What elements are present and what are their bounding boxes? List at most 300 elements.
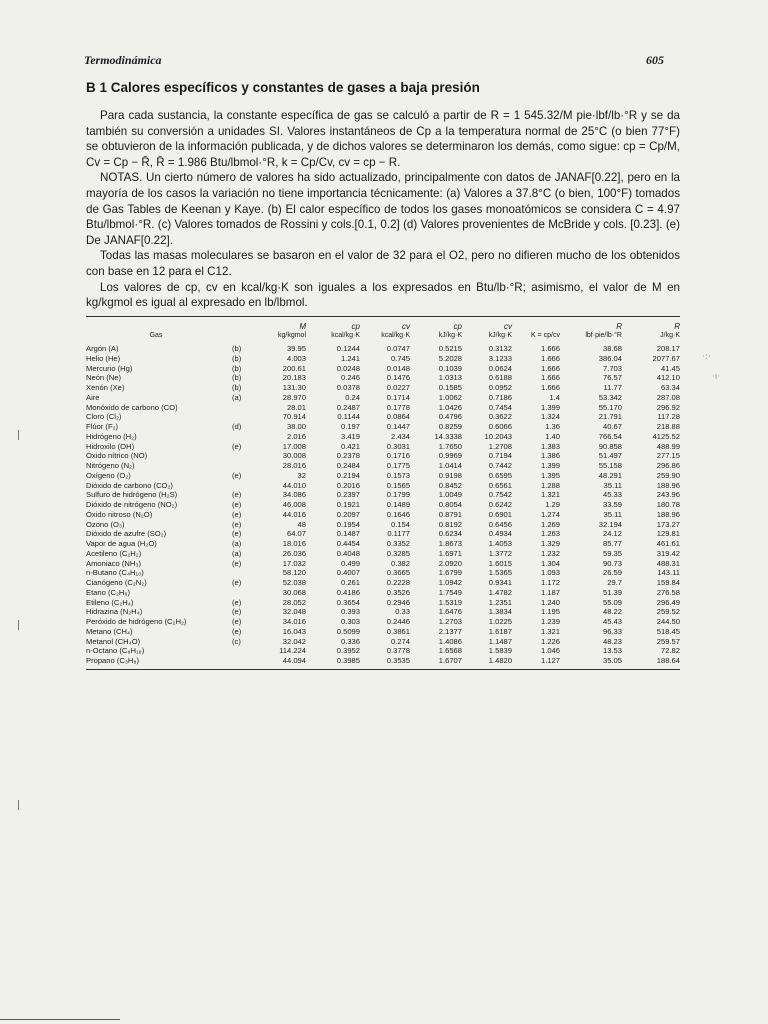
table-row — [86, 568, 680, 578]
intro-text — [86, 108, 680, 311]
table-row — [86, 481, 680, 491]
value-cell: 0.1039 — [438, 363, 462, 373]
note-cell — [226, 432, 252, 442]
value-cell: 143.11 — [657, 568, 680, 578]
value-cell: 0.3352 — [386, 539, 410, 548]
value-cell: 0.6456 — [488, 519, 512, 529]
value-cell: 0.4048 — [336, 548, 360, 558]
note-cell: (a) — [232, 392, 242, 402]
value-cell: 13.53 — [602, 646, 622, 656]
value-cell: 1.324 — [540, 412, 560, 422]
value-cell: 21.791 — [598, 412, 622, 422]
table-row — [86, 588, 680, 598]
value-cell: 0.2228 — [386, 578, 410, 587]
value-cell: 0.2484 — [336, 461, 360, 470]
value-cell: 0.0952 — [488, 383, 512, 392]
value-cell: 35.11 — [603, 480, 622, 490]
value-cell: 131.30 — [282, 383, 306, 392]
column-header-unit: K = cp/cv — [531, 332, 560, 339]
note-cell: (e) — [232, 529, 242, 539]
table-bottom-rule — [86, 669, 680, 670]
value-cell: 1.0414 — [438, 461, 462, 470]
note-cell: (b) — [232, 353, 242, 363]
value-cell: 1.3772 — [488, 548, 512, 558]
value-cell: 0.197 — [340, 422, 360, 431]
value-cell: 35.11 — [603, 509, 622, 519]
running-title: Termodinámica — [84, 53, 162, 67]
value-cell: 0.393 — [340, 607, 360, 617]
gas-name-cell: Hidroxilo (OH) — [86, 441, 135, 451]
value-cell: 1.399 — [540, 402, 560, 412]
value-cell: 1.187 — [540, 587, 560, 597]
value-cell: 52.038 — [282, 578, 306, 587]
gas-name-cell: Óxido nitroso (N₂O) — [86, 509, 153, 519]
column-header-unit: kJ/kg·K — [488, 332, 512, 339]
value-cell: 0.382 — [390, 558, 410, 568]
value-cell: 1.666 — [540, 344, 560, 353]
value-cell: 4125.52 — [652, 431, 680, 441]
gas-name-cell: Monóxido de carbono (CO) — [86, 402, 178, 412]
value-cell: 0.261 — [340, 578, 360, 587]
value-cell: 1.172 — [540, 578, 560, 587]
gas-name-cell: n-Octano (C₈H₁₈) — [86, 646, 145, 656]
value-cell: 26.036 — [282, 548, 306, 558]
column-header — [512, 320, 560, 344]
value-cell: 7.703 — [602, 363, 622, 373]
value-cell: 1.304 — [540, 558, 560, 568]
value-cell: 3.1233 — [488, 353, 512, 363]
value-cell: 76.57 — [602, 373, 622, 383]
value-cell: 2077.67 — [652, 353, 680, 363]
value-cell: 1.383 — [540, 441, 560, 451]
gas-name-cell: Ozono (O₃) — [86, 519, 125, 529]
table-row — [86, 471, 680, 481]
value-cell: 30.068 — [282, 587, 306, 597]
value-cell: 1.5365 — [488, 568, 512, 578]
table-top-rule — [86, 316, 680, 317]
margin-tick — [18, 620, 19, 630]
value-cell: 0.8452 — [438, 480, 462, 490]
value-cell: 0.1177 — [387, 529, 410, 539]
paragraph-constants: Para cada sustancia, la constante específica de gas se calculó a partir de R = 1 545.32/M pie·lbf/lb·°R y se da también su conversión a unidades SI. Valores instantáneos de Cp a la temperatura normal de 25°C (o bien 77°F) se obtuvieron de la información publicada, y de dichos valores se determinaron los demás, como sigue: cp = Cp/M, Cv = Cp − R̄, R̄ = 1.986 Btu/lbmol·°R, k = Cp/Cv, cv = cp − R. — [86, 109, 680, 169]
table-body — [86, 344, 680, 666]
value-cell: 48.291 — [598, 470, 622, 480]
value-cell: 386.04 — [598, 353, 622, 363]
value-cell: 1.3834 — [488, 607, 512, 617]
value-cell: 0.0864 — [386, 412, 410, 422]
note-cell — [226, 461, 252, 471]
value-cell: 0.3622 — [488, 412, 512, 422]
value-cell: 0.2446 — [386, 617, 410, 626]
gas-name-cell: Hidrógeno (H₂) — [86, 431, 137, 441]
value-cell: 0.3952 — [336, 646, 360, 656]
value-cell: 0.1573 — [386, 470, 410, 480]
value-cell: 0.3665 — [386, 568, 410, 578]
gas-name-cell: Cianógeno (C₂N₂) — [86, 578, 147, 587]
value-cell: 0.3861 — [386, 626, 410, 636]
column-header — [252, 320, 306, 344]
value-cell: 96.33 — [602, 626, 622, 636]
margin-tick — [18, 430, 19, 440]
column-header — [410, 320, 462, 344]
column-header-unit: kg/kgmol — [277, 332, 306, 339]
value-cell: 0.274 — [390, 636, 410, 646]
value-cell: 17.008 — [282, 441, 306, 451]
value-cell: 45.33 — [602, 490, 622, 500]
value-cell: 0.0227 — [386, 383, 410, 392]
value-cell: 1.8673 — [438, 539, 462, 548]
note-cell: (b) — [232, 363, 242, 373]
value-cell: 1.666 — [540, 383, 560, 392]
note-cell: (e) — [232, 626, 242, 636]
column-header — [306, 320, 360, 344]
note-cell: (a) — [232, 539, 242, 548]
value-cell: 1.321 — [540, 626, 560, 636]
value-cell: 0.1585 — [438, 383, 462, 392]
value-cell: 488.99 — [656, 441, 680, 451]
value-cell: 0.7542 — [488, 490, 512, 500]
column-header-symbol: M — [299, 322, 306, 331]
value-cell: 0.1954 — [336, 519, 360, 529]
value-cell: 0.0624 — [488, 363, 512, 373]
value-cell: 0.1565 — [386, 480, 410, 490]
value-cell: 0.4186 — [336, 587, 360, 597]
column-header-unit: J/kg·K — [660, 332, 680, 339]
value-cell: 200.61 — [282, 363, 306, 373]
value-cell: 0.6242 — [488, 500, 512, 509]
value-cell: 0.1921 — [336, 500, 360, 509]
value-cell: 0.3132 — [488, 344, 512, 353]
value-cell: 518.45 — [656, 626, 680, 636]
column-header-symbol: cv — [504, 322, 512, 331]
margin-mark: ·ı· — [712, 372, 721, 382]
value-cell: 63.34 — [660, 383, 680, 392]
value-cell: 766.54 — [598, 431, 622, 441]
gas-name-cell: Óxido nítrico (NO) — [86, 451, 148, 461]
value-cell: 0.9198 — [438, 470, 462, 480]
paragraph-units: Los valores de cp, cv en kcal/kg·K son iguales a los expresados en Btu/lb·°R; asimismo, el valor de M en kg/kgmol es igual al expresado en lb/lbmol. — [86, 280, 680, 310]
value-cell: 1.0225 — [488, 617, 512, 626]
value-cell: 0.499 — [340, 558, 360, 568]
note-cell: (e) — [232, 500, 242, 509]
value-cell: 1.288 — [540, 480, 560, 490]
value-cell: 32.048 — [282, 607, 306, 617]
value-cell: 0.1716 — [386, 451, 410, 461]
note-cell: (e) — [232, 558, 242, 568]
value-cell: 296.86 — [656, 461, 680, 470]
gas-name-cell: Amoniaco (NH₃) — [86, 558, 141, 568]
value-cell: 53.342 — [598, 392, 622, 402]
gas-name-cell: Nitrógeno (N₂) — [86, 461, 135, 470]
value-cell: 55.158 — [598, 461, 622, 470]
gas-name-cell: Argón (A) — [86, 344, 119, 353]
value-cell: 48.22 — [602, 607, 622, 617]
value-cell: 0.4934 — [488, 529, 512, 539]
column-header-symbol: R — [616, 322, 622, 331]
value-cell: 0.1144 — [337, 412, 360, 422]
value-cell: 0.9969 — [438, 451, 462, 461]
paragraph-molecular-masses: Todas las masas moleculares se basaron en el valor de 32 para el O2, pero no difieren mucho de los obtenidos con base en 12 para el C12. — [86, 249, 680, 278]
value-cell: 0.1799 — [386, 490, 410, 500]
value-cell: 1.4053 — [488, 539, 512, 548]
value-cell: 1.386 — [540, 451, 560, 461]
value-cell: 1.7549 — [438, 587, 462, 597]
value-cell: 1.6799 — [438, 568, 462, 578]
column-header — [462, 320, 512, 344]
value-cell: 129.81 — [656, 529, 680, 539]
value-cell: 1.36 — [545, 422, 560, 431]
value-cell: 1.40 — [545, 431, 560, 441]
value-cell: 461.61 — [656, 539, 680, 548]
value-cell: 10.2043 — [484, 431, 512, 441]
value-cell: 1.666 — [540, 373, 560, 383]
value-cell: 1.269 — [540, 519, 560, 529]
note-cell — [226, 412, 252, 422]
note-cell: (b) — [232, 383, 242, 392]
value-cell: 2.1377 — [438, 626, 462, 636]
value-cell: 0.0248 — [336, 363, 360, 373]
value-cell: 173.27 — [656, 519, 680, 529]
value-cell: 412.10 — [656, 373, 680, 383]
column-header-unit: kJ/kg·K — [438, 332, 462, 339]
value-cell: 85.77 — [602, 539, 622, 548]
value-cell: 1.0062 — [438, 392, 462, 402]
value-cell: 0.5099 — [336, 626, 360, 636]
value-cell: 1.666 — [540, 353, 560, 363]
value-cell: 0.6595 — [488, 470, 512, 480]
table-row — [86, 510, 680, 520]
table-row — [86, 549, 680, 559]
value-cell: 0.8791 — [438, 509, 462, 519]
value-cell: 0.2378 — [336, 451, 360, 461]
value-cell: 29.7 — [607, 578, 622, 587]
note-cell: (d) — [232, 422, 242, 431]
value-cell: 34.086 — [282, 490, 306, 500]
value-cell: 55.09 — [602, 597, 622, 607]
note-cell — [226, 481, 252, 491]
value-cell: 51.497 — [598, 451, 622, 461]
value-cell: 0.6188 — [488, 373, 512, 383]
note-cell: (e) — [232, 519, 242, 529]
value-cell: 1.6568 — [438, 646, 462, 656]
note-cell: (e) — [232, 597, 242, 607]
value-cell: 0.1714 — [386, 392, 410, 402]
gas-name-cell: Metanol (CH₄O) — [86, 636, 141, 646]
value-cell: 20.183 — [282, 373, 306, 383]
value-cell: 1.666 — [540, 363, 560, 373]
gas-name-cell: Etano (C₂H₆) — [86, 587, 130, 597]
table-row — [86, 539, 680, 549]
value-cell: 0.1244 — [336, 344, 360, 353]
value-cell: 28.016 — [282, 461, 306, 470]
value-cell: 1.274 — [540, 509, 560, 519]
value-cell: 0.2016 — [336, 480, 360, 490]
value-cell: 26.59 — [602, 568, 622, 578]
value-cell: 17.032 — [282, 558, 306, 568]
table-row — [86, 373, 680, 383]
value-cell: 1.0426 — [438, 402, 462, 412]
value-cell: 1.5839 — [488, 646, 512, 656]
value-cell: 0.2397 — [336, 490, 360, 500]
value-cell: 0.6066 — [488, 422, 512, 431]
note-cell: (e) — [232, 441, 242, 451]
value-cell: 1.232 — [540, 548, 560, 558]
value-cell: 28.01 — [286, 402, 306, 412]
section-heading: B 1 Calores específicos y constantes de gases a baja presión — [86, 80, 480, 95]
value-cell: 0.6234 — [438, 529, 462, 539]
value-cell: 0.2487 — [336, 402, 360, 412]
value-cell: 0.3031 — [386, 441, 410, 451]
note-cell: (c) — [232, 636, 241, 646]
value-cell: 5.2028 — [438, 353, 462, 363]
value-cell: 244.50 — [656, 617, 680, 626]
table-row — [86, 383, 680, 393]
column-header-unit: Gas — [149, 332, 163, 339]
value-cell: 0.336 — [340, 636, 360, 646]
value-cell: 44.094 — [282, 656, 306, 665]
value-cell: 0.3985 — [336, 656, 360, 665]
value-cell: 296.92 — [656, 402, 680, 412]
value-cell: 1.7650 — [438, 441, 462, 451]
note-cell — [226, 451, 252, 461]
value-cell: 208.17 — [656, 344, 680, 353]
table-row — [86, 500, 680, 510]
value-cell: 0.2097 — [336, 509, 360, 519]
value-cell: 1.240 — [540, 597, 560, 607]
gas-name-cell: Dióxido de nitrógeno (NO₂) — [86, 500, 178, 509]
value-cell: 28.052 — [282, 597, 306, 607]
gas-properties-table — [86, 320, 680, 666]
value-cell: 90.73 — [602, 558, 622, 568]
value-cell: 0.2946 — [386, 597, 410, 607]
value-cell: 64.07 — [286, 529, 306, 539]
gas-name-cell: Flúor (F₂) — [86, 422, 119, 431]
value-cell: 1.395 — [540, 470, 560, 480]
value-cell: 0.1487 — [336, 529, 360, 539]
value-cell: 1.1487 — [488, 636, 512, 646]
gas-name-cell: Vapor de agua (H₂O) — [86, 539, 157, 548]
value-cell: 188.96 — [656, 480, 680, 490]
value-cell: 1.329 — [540, 539, 560, 548]
value-cell: 0.1646 — [386, 509, 410, 519]
value-cell: 33.59 — [602, 500, 622, 509]
column-header-unit: kcal/kg·K — [381, 332, 410, 339]
gas-name-cell: Oxígeno (O₂) — [86, 470, 131, 480]
value-cell: 0.1447 — [386, 422, 410, 431]
value-cell: 296.49 — [656, 597, 680, 607]
column-header — [86, 320, 226, 344]
note-cell — [226, 568, 252, 578]
value-cell: 0.6901 — [488, 509, 512, 519]
gas-name-cell: Hidrazina (N₂H₄) — [86, 607, 143, 617]
value-cell: 1.321 — [540, 490, 560, 500]
value-cell: 0.8192 — [438, 519, 462, 529]
column-header-symbol: R — [674, 322, 680, 331]
table-row — [86, 529, 680, 539]
column-header — [560, 320, 622, 344]
value-cell: 1.6015 — [488, 558, 512, 568]
note-cell: (e) — [232, 509, 242, 519]
value-cell: 1.29 — [545, 500, 560, 509]
value-cell: 1.0313 — [438, 373, 462, 383]
value-cell: 1.4086 — [438, 636, 462, 646]
value-cell: 59.35 — [602, 548, 622, 558]
value-cell: 32 — [297, 470, 306, 480]
value-cell: 41.45 — [660, 363, 680, 373]
value-cell: 0.3778 — [386, 646, 410, 656]
value-cell: 0.0747 — [386, 344, 410, 353]
value-cell: 0.7454 — [488, 402, 512, 412]
value-cell: 0.1489 — [386, 500, 410, 509]
value-cell: 3.419 — [340, 431, 360, 441]
table-row — [86, 637, 680, 647]
value-cell: 0.8259 — [438, 422, 462, 431]
value-cell: 0.8054 — [438, 500, 462, 509]
value-cell: 44.016 — [282, 509, 306, 519]
note-cell: (b) — [232, 373, 242, 383]
note-cell — [226, 656, 252, 666]
value-cell: 277.15 — [656, 451, 680, 461]
value-cell: 72.82 — [660, 646, 680, 656]
value-cell: 30.008 — [282, 451, 306, 461]
gas-name-cell: Mercurio (Hg) — [86, 363, 133, 373]
table-row — [86, 607, 680, 617]
column-header — [622, 320, 680, 344]
table-row — [86, 520, 680, 530]
value-cell: 11.77 — [603, 383, 622, 392]
note-cell: (e) — [232, 490, 242, 500]
note-cell — [226, 403, 252, 413]
margin-tick — [18, 800, 19, 810]
table-row — [86, 559, 680, 569]
value-cell: 51.39 — [602, 587, 622, 597]
value-cell: 0.7186 — [488, 392, 512, 402]
value-cell: 38.00 — [286, 422, 306, 431]
value-cell: 1.4 — [549, 392, 560, 402]
value-cell: 1.4782 — [488, 587, 512, 597]
value-cell: 0.3654 — [336, 597, 360, 607]
value-cell: 32.042 — [282, 636, 306, 646]
value-cell: 35.05 — [602, 656, 622, 665]
table-row — [86, 598, 680, 608]
column-header — [226, 320, 252, 344]
table-row — [86, 354, 680, 364]
note-cell — [226, 588, 252, 598]
value-cell: 2.434 — [390, 431, 410, 441]
table-row — [86, 393, 680, 403]
column-header-unit: kcal/kg·K — [331, 332, 360, 339]
table-row — [86, 656, 680, 666]
value-cell: 2.0920 — [438, 558, 462, 568]
value-cell: 114.224 — [279, 646, 306, 656]
value-cell: 287.08 — [656, 392, 680, 402]
page-number: 605 — [646, 53, 664, 67]
value-cell: 188.64 — [656, 656, 680, 665]
note-cell: (e) — [232, 607, 242, 617]
note-cell: (e) — [232, 617, 242, 626]
value-cell: 14.3338 — [434, 431, 462, 441]
column-header-symbol: cp — [351, 322, 360, 331]
table-row — [86, 364, 680, 374]
value-cell: 39.95 — [286, 344, 306, 353]
gas-name-cell: Propano (C₃H₈) — [86, 656, 140, 665]
value-cell: 46.008 — [282, 500, 306, 509]
value-cell: 259.52 — [656, 607, 680, 617]
value-cell: 1.239 — [540, 617, 560, 626]
value-cell: 24.12 — [602, 529, 622, 539]
note-cell: (b) — [232, 344, 242, 353]
value-cell: 488.31 — [656, 558, 680, 568]
